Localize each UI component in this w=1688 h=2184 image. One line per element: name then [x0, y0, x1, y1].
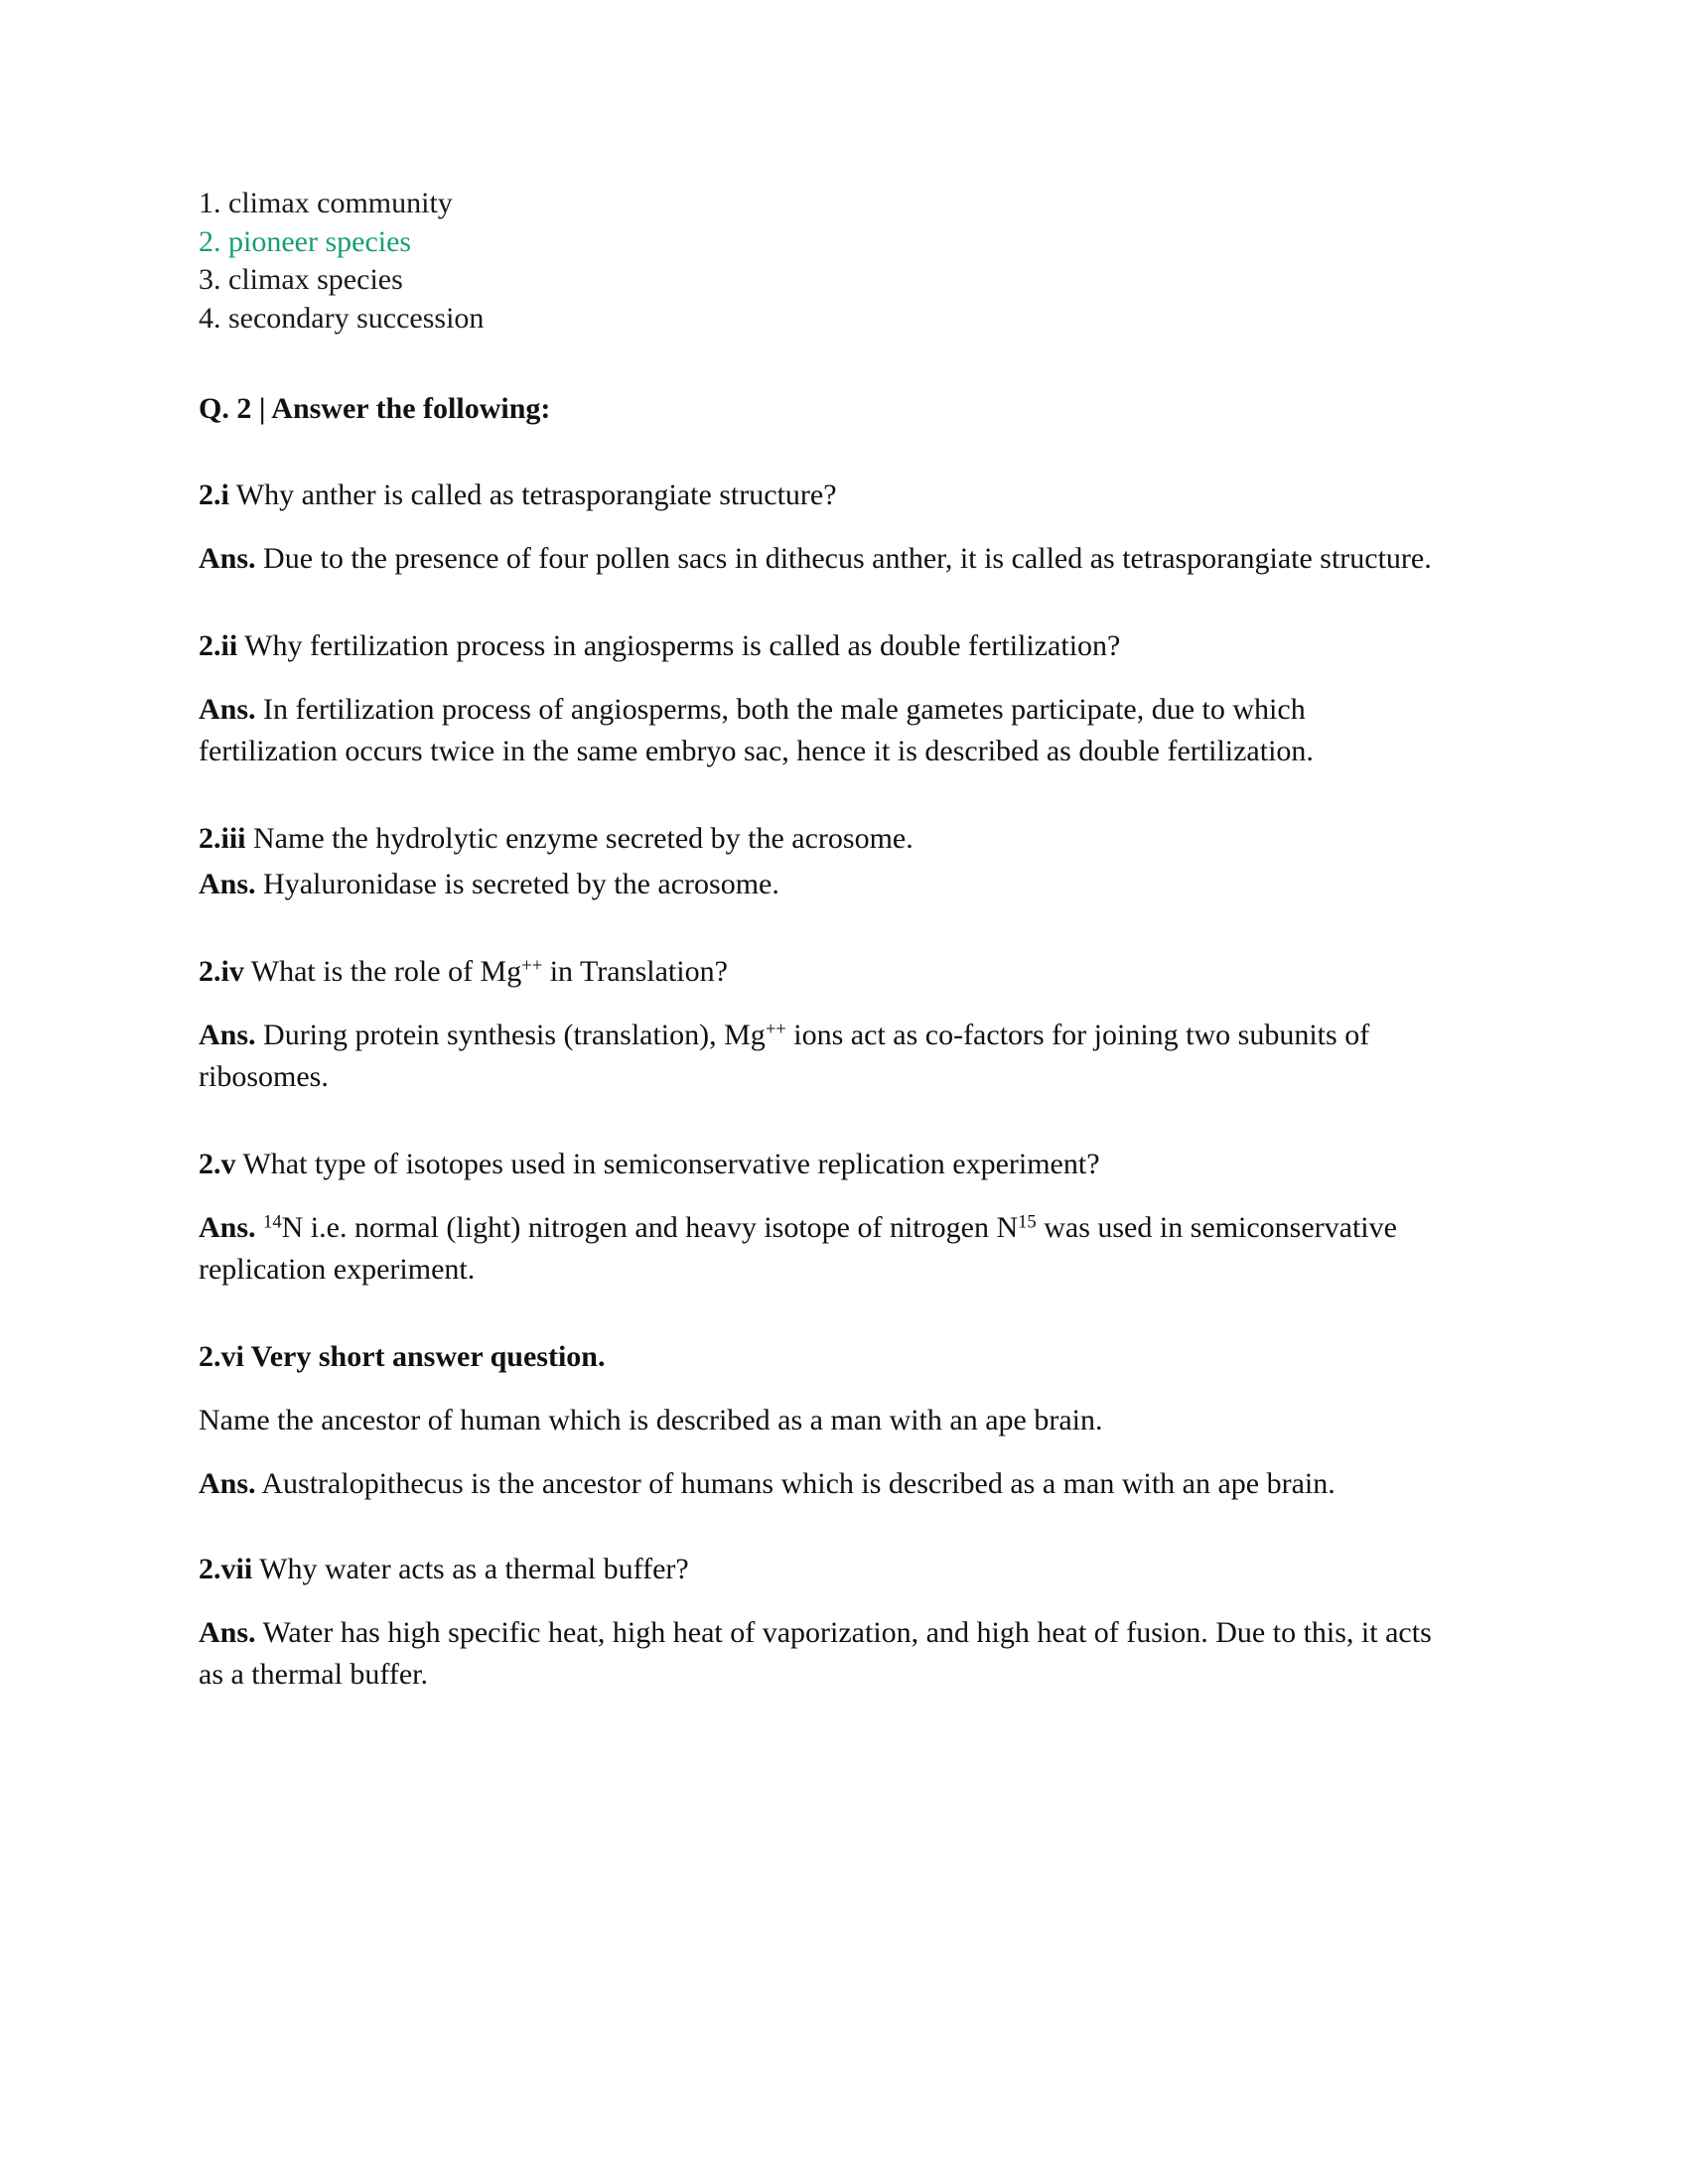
qa-block-2iii	[199, 818, 1435, 905]
answer-text-2iv-pre: During protein synthesis (translation), Mg	[255, 1019, 766, 1051]
answer-label-2iii: Ans.	[199, 868, 256, 900]
answer-space-2v	[256, 1211, 264, 1244]
mcq-option-list	[199, 185, 1435, 338]
qa-block-2ii	[199, 625, 1435, 772]
answer-2iii	[199, 864, 1435, 905]
mcq-option-2-correct: 2. pioneer species	[199, 224, 412, 258]
qa-block-2vi	[199, 1336, 1435, 1505]
answer-superscript-trail-2v: 15	[1018, 1211, 1037, 1233]
qa-block-2iv	[199, 951, 1435, 1098]
question-text-2iv-pre: What is the role of Mg	[243, 955, 522, 988]
question-label-2vii: 2.vii	[199, 1553, 253, 1585]
question-label-2iii: 2.iii	[199, 822, 246, 855]
answer-text-2iv-post: ions act as co-factors for joining two subunits of ribosomes.	[199, 1019, 1370, 1093]
question-2vi: 2.vi Very short answer question.	[199, 1340, 606, 1373]
answer-label-2vii: Ans.	[199, 1616, 256, 1649]
answer-2iv	[199, 1015, 1435, 1098]
question-label-2v: 2.v	[199, 1148, 236, 1180]
answer-superscript-lead-2v: 14	[263, 1211, 282, 1233]
question-label-2ii: 2.ii	[199, 629, 238, 662]
question-text-2v: What type of isotopes used in semiconservative replication experiment?	[235, 1148, 1100, 1180]
question-2iii	[199, 818, 1435, 860]
answer-2i	[199, 538, 1435, 580]
answer-text-2vi: Australopithecus is the ancestor of humans which is described as a man with an ape brain.	[255, 1467, 1336, 1500]
answer-text-mid-2v: N i.e. normal (light) nitrogen and heavy isotope of nitrogen N	[281, 1211, 1019, 1244]
mcq-option-3: 3. climax species	[199, 263, 403, 296]
question-2vii	[199, 1549, 1435, 1590]
answer-2v	[199, 1207, 1435, 1291]
answer-text-2ii: In fertilization process of angiosperms, both the male gametes participate, due to which fertilization occurs twice in the same embryo sac, hence it is described as double fertilization.	[199, 693, 1314, 767]
answer-text-2vii: Water has high specific heat, high heat of vaporization, and high heat of fusion. Due to this, it acts as a thermal buffer.	[199, 1616, 1432, 1691]
question-2i	[199, 475, 1435, 516]
answer-text-end-2v: was used in semiconservative replication experiment.	[199, 1211, 1397, 1286]
answer-label-2vi: Ans.	[199, 1467, 256, 1500]
qa-block-2vii	[199, 1549, 1435, 1696]
question-text-2vii: Why water acts as a thermal buffer?	[252, 1553, 689, 1585]
answer-text-2i: Due to the presence of four pollen sacs in dithecus anther, it is called as tetrasporangiate structure.	[255, 542, 1432, 575]
section-heading: Q. 2 | Answer the following:	[199, 392, 551, 425]
answer-label-2i: Ans.	[199, 542, 256, 575]
answer-2vi	[199, 1463, 1435, 1505]
question-label-2i: 2.i	[199, 478, 229, 511]
mcq-option-4: 4. secondary succession	[199, 301, 485, 335]
subquestion-2vi: Name the ancestor of human which is described as a man with an ape brain.	[199, 1404, 1103, 1436]
answer-text-2iii: Hyaluronidase is secreted by the acrosome.	[255, 868, 779, 900]
answer-2ii	[199, 689, 1435, 772]
question-2iv	[199, 951, 1435, 993]
mcq-option-1: 1. climax community	[199, 187, 453, 219]
question-superscript-2iv: ++	[521, 955, 543, 977]
answer-label-2iv: Ans.	[199, 1019, 256, 1051]
question-2v	[199, 1144, 1435, 1185]
question-text-2iii: Name the hydrolytic enzyme secreted by the acrosome.	[245, 822, 914, 855]
qa-block-2i	[199, 475, 1435, 580]
answer-2vii	[199, 1612, 1435, 1696]
answer-label-2v: Ans.	[199, 1211, 256, 1244]
answer-superscript-2iv: ++	[765, 1019, 786, 1040]
answer-label-2ii: Ans.	[199, 693, 256, 726]
question-text-2i: Why anther is called as tetrasporangiate structure?	[228, 478, 837, 511]
question-text-2ii: Why fertilization process in angiosperms is called as double fertilization?	[237, 629, 1121, 662]
qa-block-2v	[199, 1144, 1435, 1291]
question-text-2iv-post: in Translation?	[542, 955, 728, 988]
document-content	[199, 185, 1435, 1696]
question-label-2iv: 2.iv	[199, 955, 244, 988]
question-2ii	[199, 625, 1435, 667]
